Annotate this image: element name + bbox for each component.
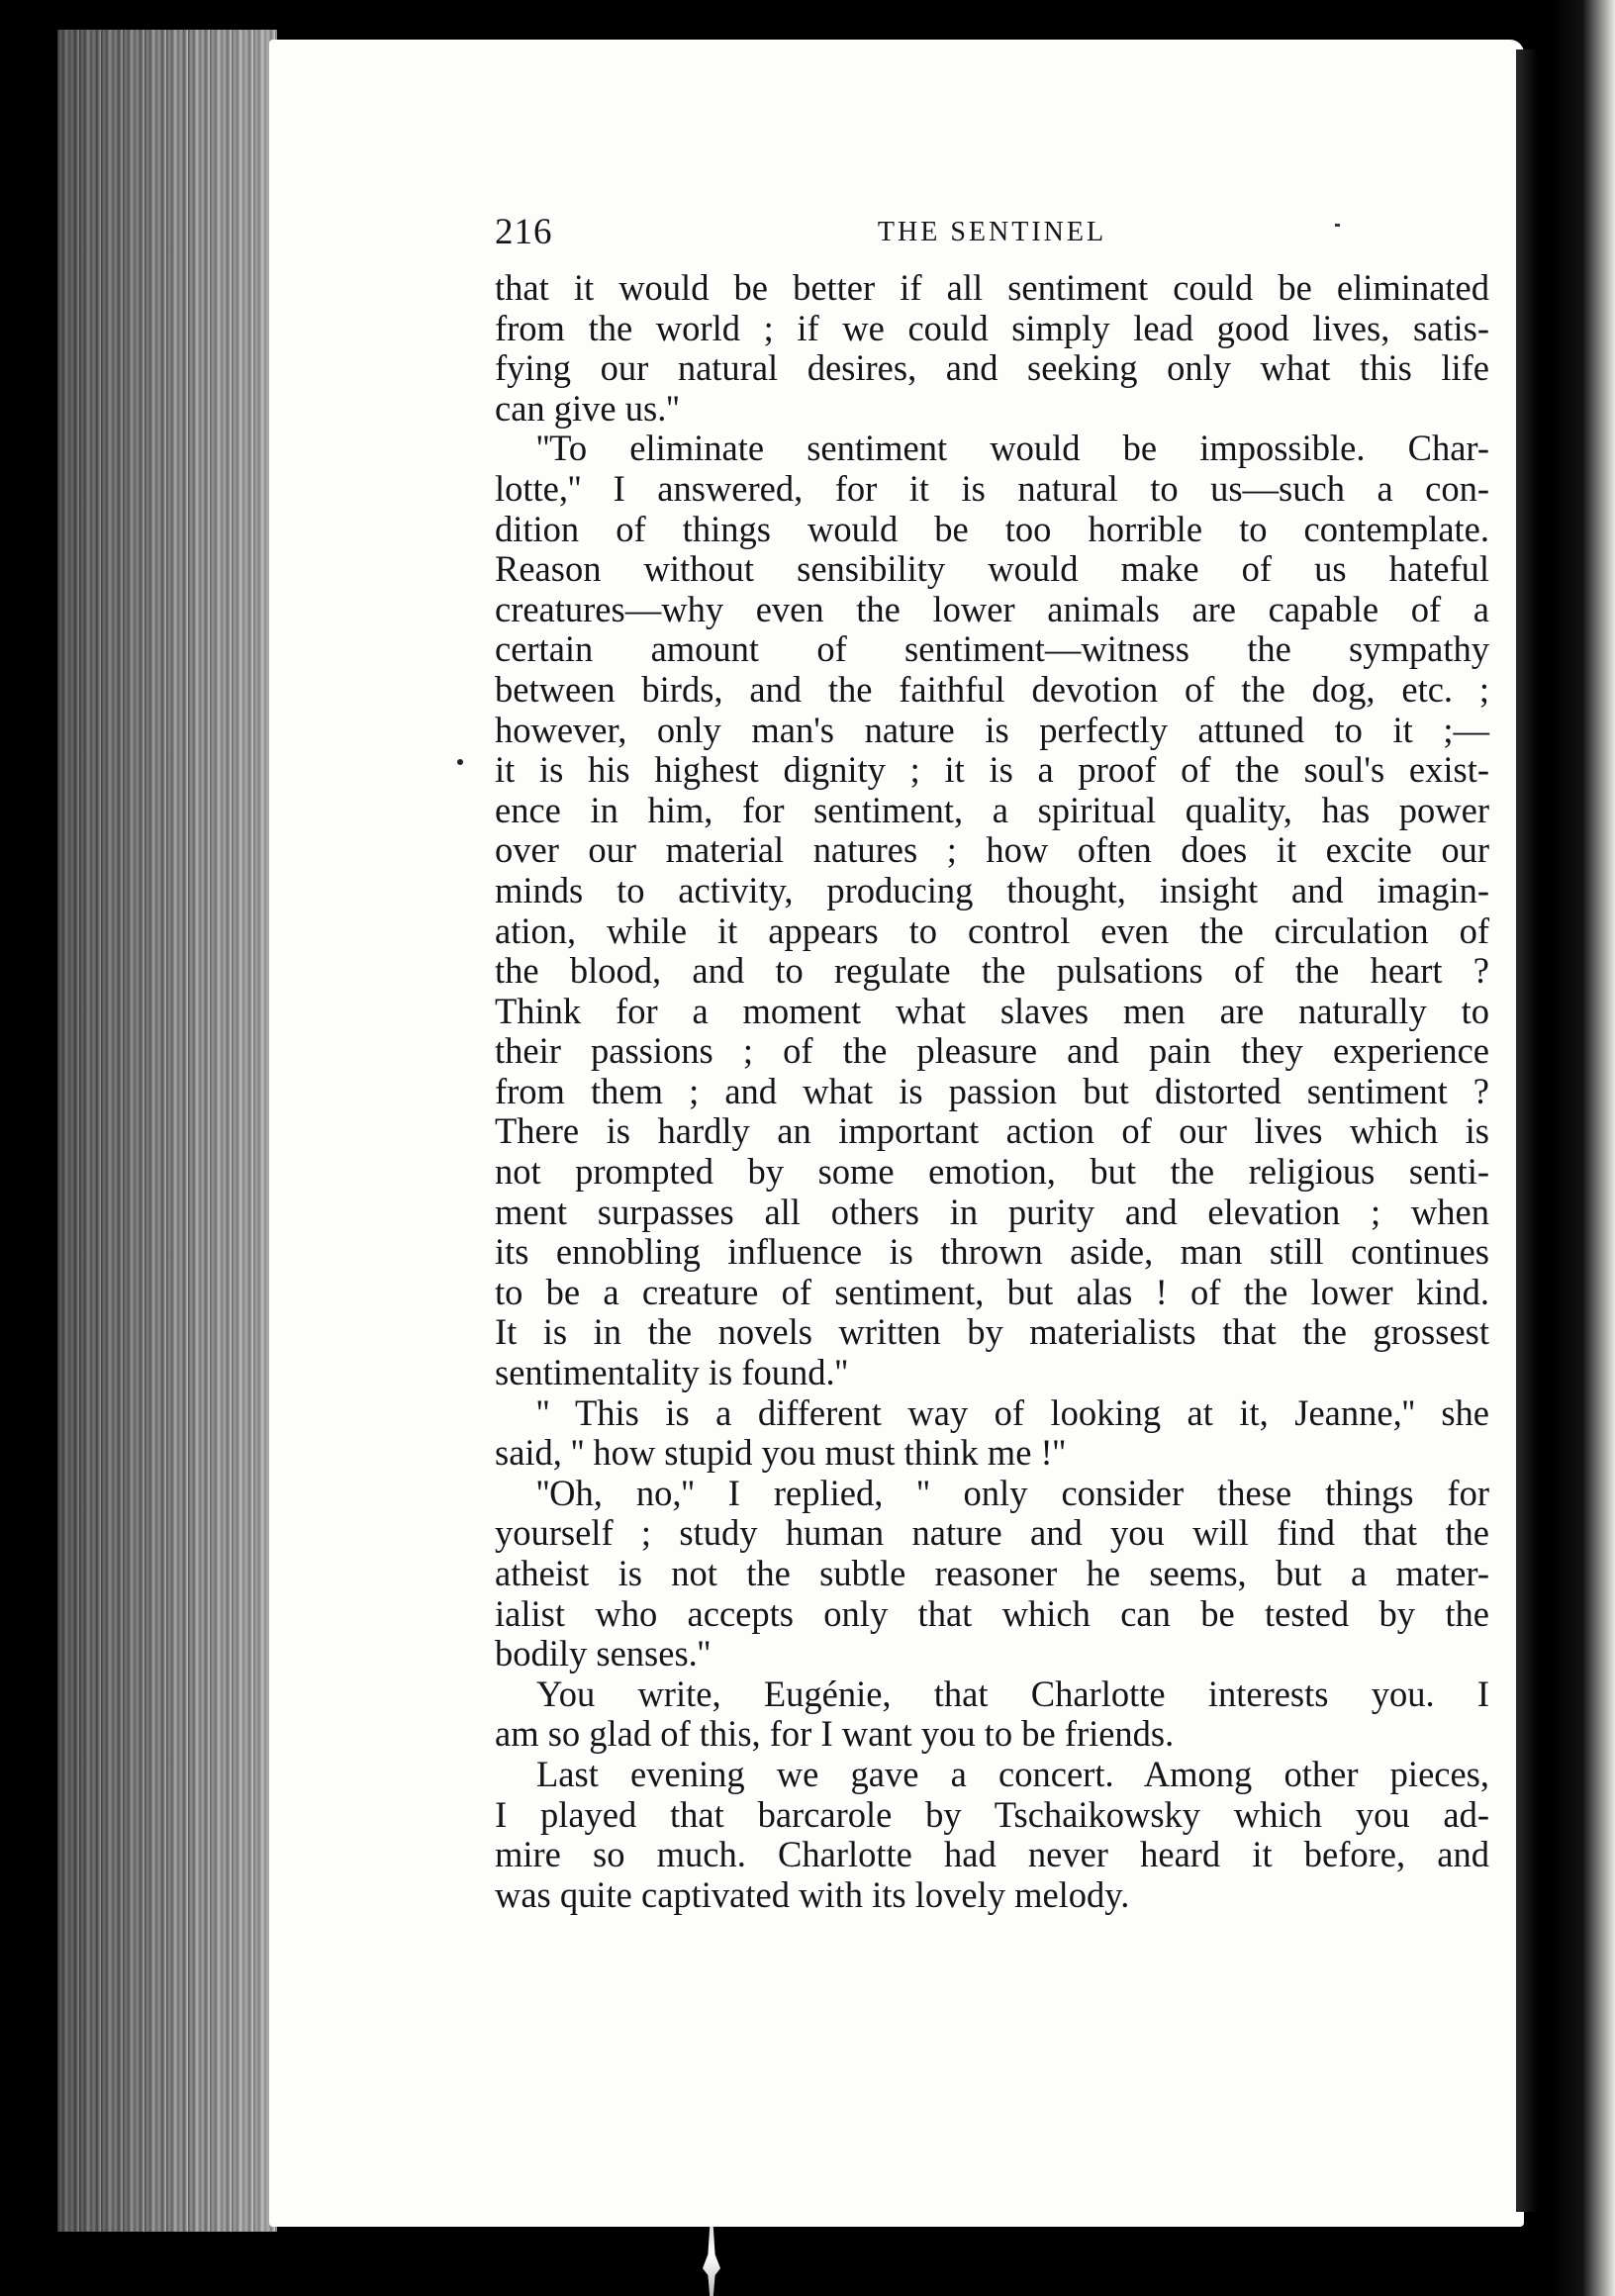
paragraph bbox=[495, 268, 1489, 429]
text-line: it is his highest dignity ; it is a proof of the soul's exist- bbox=[495, 749, 1489, 791]
text-line: ialist who accepts only that which can be tested by the bbox=[495, 1592, 1489, 1634]
text-line: Think for a moment what slaves men are naturally to bbox=[495, 990, 1489, 1031]
text-line: the blood, and to regulate the pulsations of the heart ? bbox=[495, 950, 1489, 992]
text-line: I played that barcarole by Tschaikowsky which you ad- bbox=[495, 1793, 1489, 1835]
page-gutter-shadow bbox=[1516, 49, 1538, 2212]
text-line: There is hardly an important action of our lives which is bbox=[495, 1110, 1489, 1152]
text-line: It is in the novels written by materialists that the grossest bbox=[495, 1311, 1489, 1353]
running-title: THE SENTINEL bbox=[877, 217, 1107, 247]
text-line: sentimentality is found.'' bbox=[495, 1352, 848, 1393]
facing-page-edge bbox=[1550, 0, 1615, 2296]
book-page-edges bbox=[57, 30, 277, 2232]
text-line: that it would be better if all sentiment could be eliminated bbox=[495, 267, 1489, 308]
text-line: '' This is a different way of looking at it, Jeanne,'' she bbox=[536, 1391, 1489, 1433]
text-line: ation, while it appears to control even the circulation of bbox=[495, 909, 1489, 951]
text-line: ''To eliminate sentiment would be impossible. Char- bbox=[536, 428, 1489, 469]
paragraph bbox=[495, 1674, 1489, 1755]
text-line: lotte,'' I answered, for it is natural to us—such a con- bbox=[495, 467, 1489, 509]
paragraph bbox=[495, 1474, 1489, 1674]
text-line: You write, Eugénie, that Charlotte interests you. I bbox=[536, 1673, 1489, 1714]
text-line: from them ; and what is passion but distorted sentiment ? bbox=[495, 1070, 1489, 1111]
text-line: over our material natures ; how often does it excite our bbox=[495, 829, 1489, 871]
text-line: fying our natural desires, and seeking only what this life bbox=[495, 347, 1489, 389]
text-line: however, only man's nature is perfectly attuned to it ;— bbox=[495, 709, 1489, 750]
text-line: can give us.'' bbox=[495, 387, 680, 429]
text-line: creatures—why even the lower animals are capable of a bbox=[495, 588, 1489, 629]
text-line: their passions ; of the pleasure and pain they experience bbox=[495, 1030, 1489, 1072]
text-line: was quite captivated with its lovely melody. bbox=[495, 1873, 1130, 1915]
paragraph bbox=[495, 429, 1489, 1392]
text-line: certain amount of sentiment—witness the sympathy bbox=[495, 628, 1489, 670]
text-line: ment surpasses all others in purity and elevation ; when bbox=[495, 1191, 1489, 1232]
text-line: dition of things would be too horrible to contemplate. bbox=[495, 508, 1489, 549]
text-line: to be a creature of sentiment, but alas ! of the lower kind. bbox=[495, 1271, 1489, 1312]
text-line: not prompted by some emotion, but the religious senti- bbox=[495, 1151, 1489, 1193]
text-line: ''Oh, no,'' I replied, '' only consider these things for bbox=[536, 1472, 1489, 1513]
text-line: am so glad of this, for I want you to be friends. bbox=[495, 1713, 1175, 1755]
page-content bbox=[495, 203, 1489, 1915]
margin-speck bbox=[457, 759, 463, 765]
paragraph bbox=[495, 1393, 1489, 1474]
body-text bbox=[495, 268, 1489, 1915]
text-line: mire so much. Charlotte had never heard it before, and bbox=[495, 1834, 1489, 1875]
text-line: ence in him, for sentiment, a spiritual quality, has power bbox=[495, 789, 1489, 830]
text-line: atheist is not the subtle reasoner he seems, but a mater- bbox=[495, 1553, 1489, 1593]
text-line: Reason without sensibility would make of us hateful bbox=[495, 548, 1489, 590]
text-line: bodily senses.'' bbox=[495, 1633, 711, 1674]
text-line: Last evening we gave a concert. Among other pieces, bbox=[536, 1753, 1489, 1794]
page-number: 216 bbox=[495, 212, 553, 252]
text-line: said, '' how stupid you must think me !'' bbox=[495, 1432, 1066, 1474]
text-line: yourself ; study human nature and you will find that the bbox=[495, 1512, 1489, 1554]
running-header bbox=[495, 203, 1489, 262]
text-line: minds to activity, producing thought, insight and imagin- bbox=[495, 869, 1489, 910]
paragraph bbox=[495, 1755, 1489, 1915]
text-line: between birds, and the faithful devotion of the dog, etc. ; bbox=[495, 668, 1489, 710]
text-line: from the world ; if we could simply lead good lives, satis- bbox=[495, 307, 1489, 348]
text-line: its ennobling influence is thrown aside, man still continues bbox=[495, 1231, 1489, 1273]
binding-clip-mark bbox=[703, 2227, 720, 2296]
